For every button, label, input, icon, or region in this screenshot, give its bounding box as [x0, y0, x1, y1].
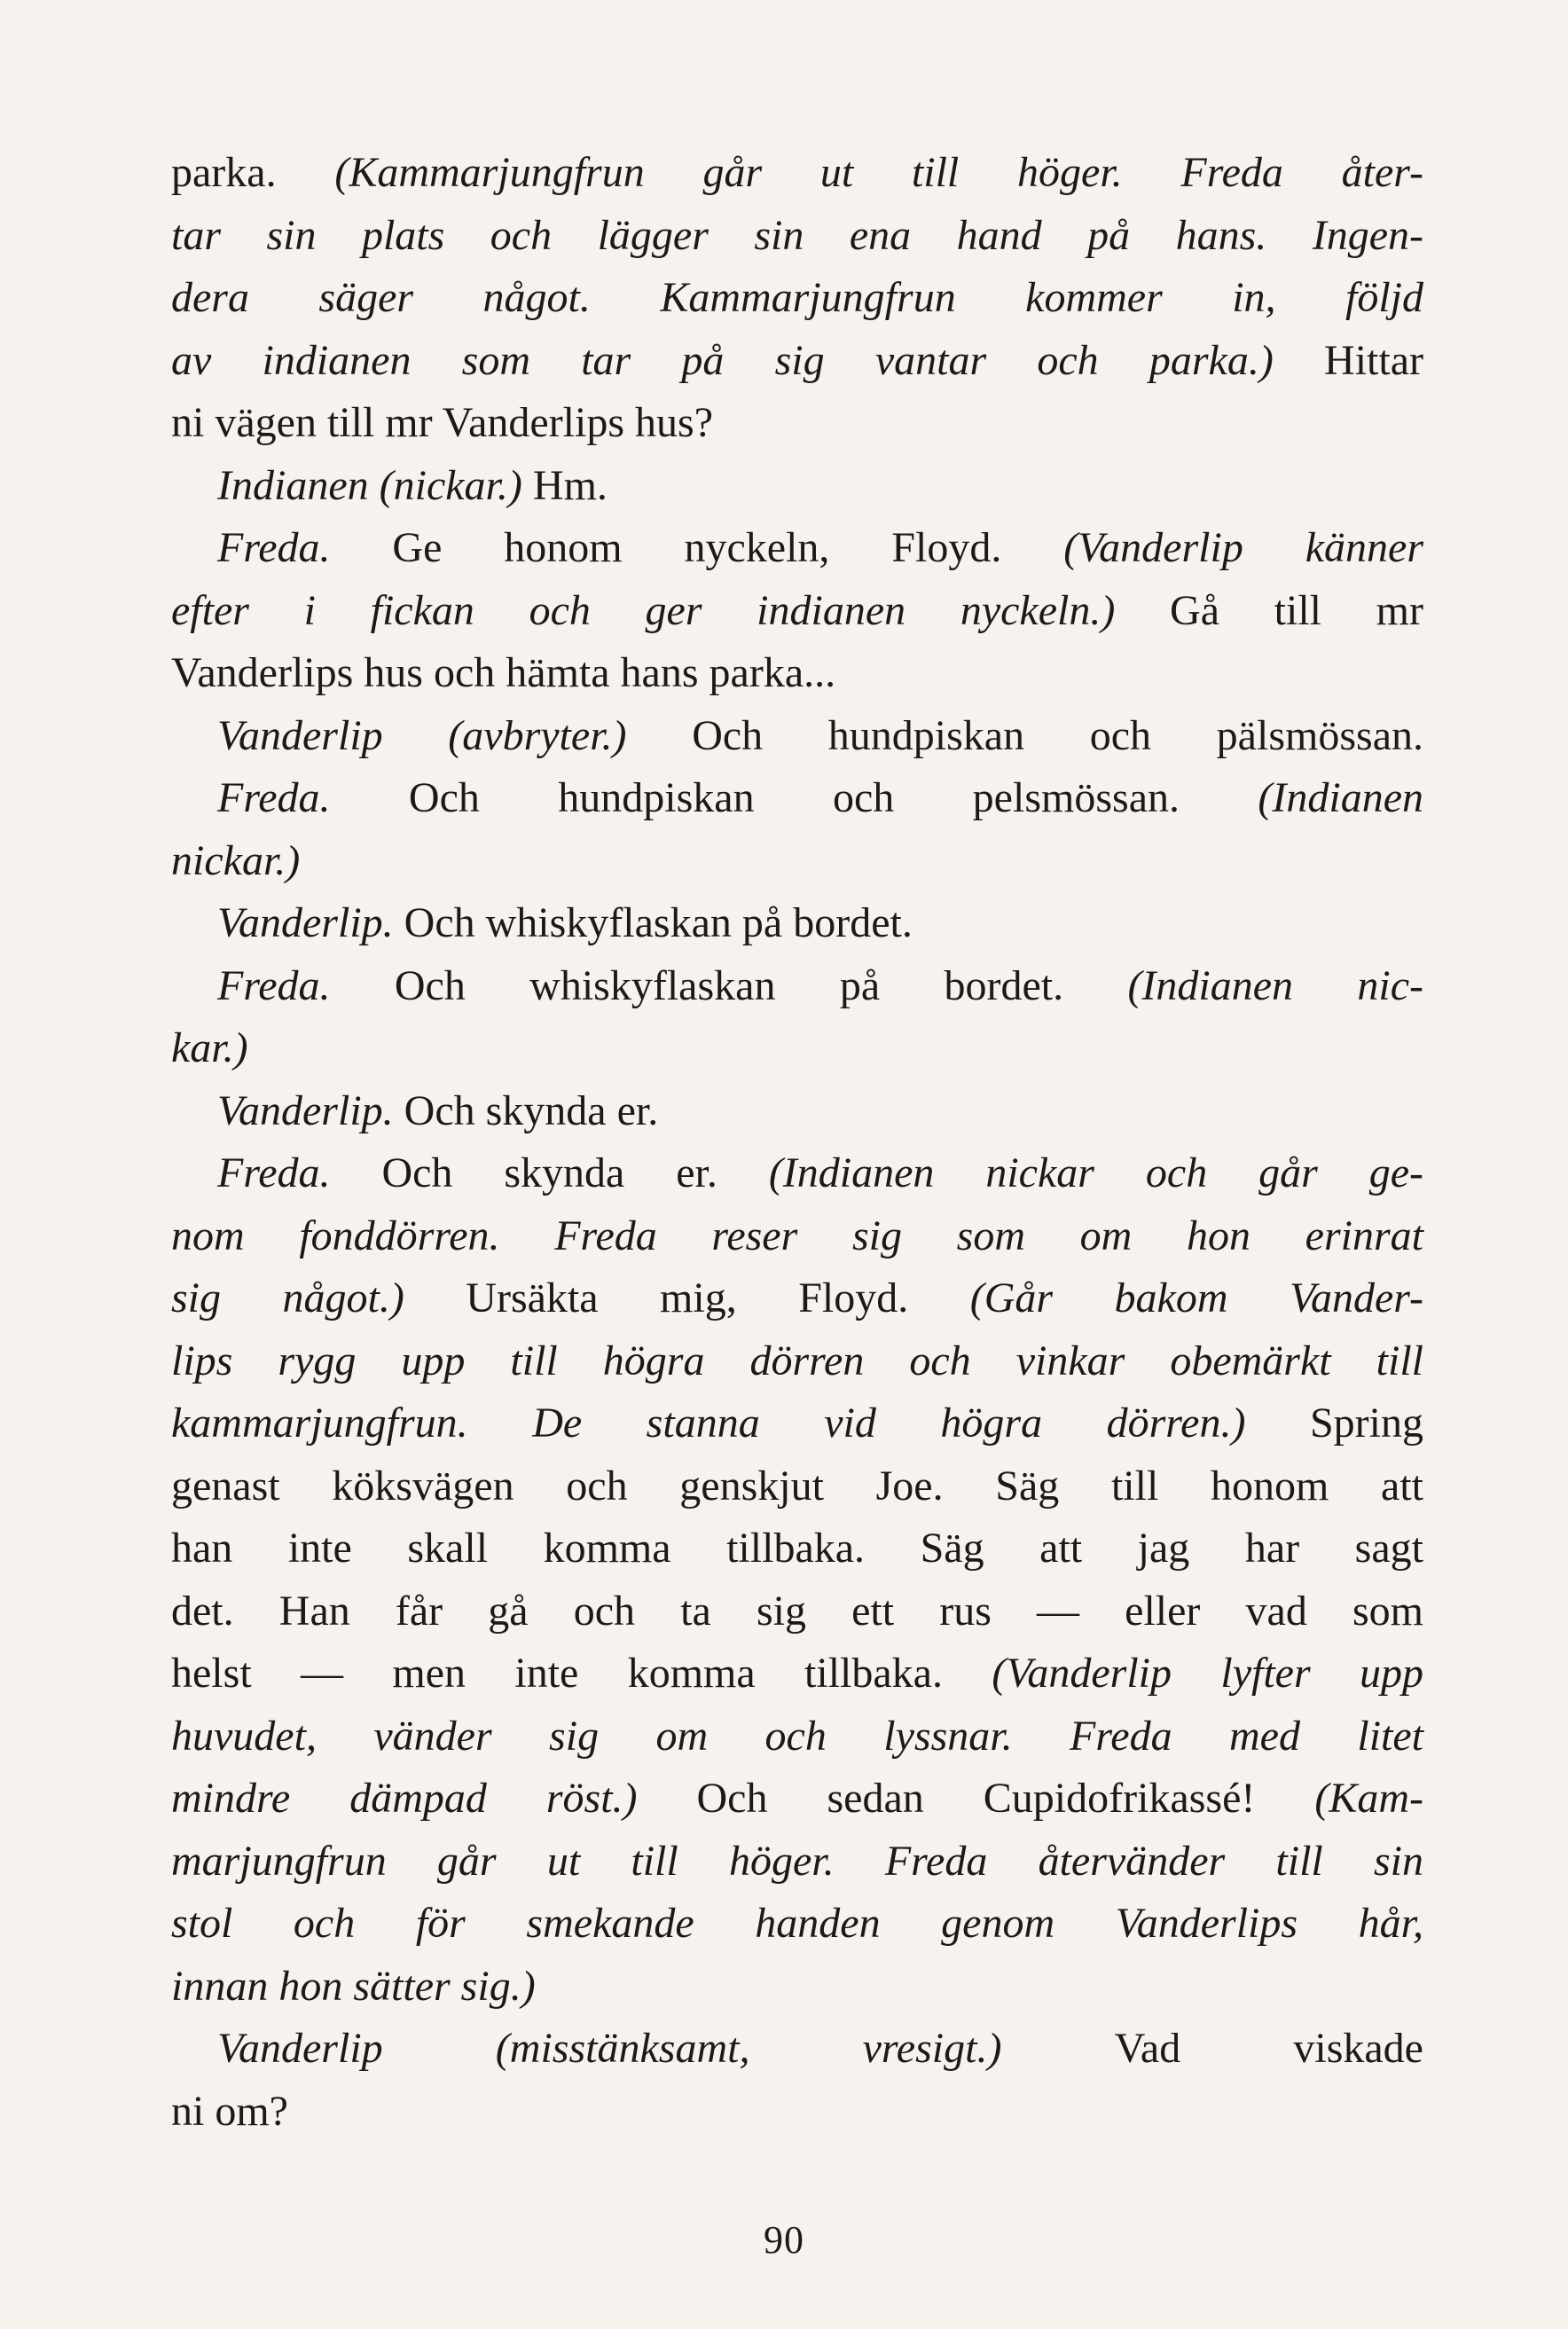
text-line [171, 267, 1423, 330]
text-line [171, 955, 1423, 1018]
stage-direction-text: huvudet, vänder sig om och lyssnar. Freda med litet [171, 1712, 1423, 1760]
text-line [171, 205, 1423, 268]
text-line [171, 2081, 1423, 2144]
stage-direction-text: (Indianen nickar och går ge- [768, 1149, 1423, 1196]
stage-direction-text: sig något.) [171, 1274, 466, 1321]
page-number: 90 [764, 2218, 804, 2262]
stage-direction-text: Vanderlip. [217, 1086, 404, 1134]
dialogue-text: Och hundpiskan och pelsmössan. [408, 774, 1258, 821]
stage-direction-text: Freda. [217, 961, 395, 1009]
text-line [171, 1017, 1423, 1080]
text-line [171, 1330, 1423, 1393]
stage-direction-text: mindre dämpad röst.) [171, 1775, 697, 1822]
text-line [171, 1768, 1423, 1831]
stage-direction-text: Vanderlip. [217, 899, 404, 946]
text-line [171, 1831, 1423, 1894]
stage-direction-text: stol och för smekande handen genom Vanderlips hår, [171, 1900, 1423, 1947]
text-line [171, 830, 1423, 893]
stage-direction-text: marjungfrun går ut till höger. Freda återvänder till sin [171, 1837, 1423, 1885]
text-line [171, 1392, 1423, 1455]
stage-direction-text: (Kam- [1314, 1775, 1423, 1822]
stage-direction-text: nickar.) [171, 836, 301, 884]
stage-direction-text: (Går bakom Vander- [969, 1274, 1423, 1321]
dialogue-text: helst — men inte komma tillbaka. [171, 1650, 992, 1697]
dialogue-text: han inte skall komma tillbaka. Säg att jag har sagt [171, 1525, 1423, 1572]
text-line [171, 517, 1423, 580]
dialogue-text: Hm. [532, 461, 608, 509]
stage-direction-text: av indianen som tar på sig vantar och parka.) [171, 336, 1325, 384]
stage-direction-text: tar sin plats och lägger sin ena hand på hans. Ingen- [171, 211, 1423, 259]
stage-direction-text: (Kammarjungfrun går ut till höger. Freda åter- [334, 149, 1424, 196]
dialogue-text: parka. [171, 149, 335, 196]
text-line [171, 1142, 1423, 1205]
stage-direction-text: (Indianen nic- [1127, 961, 1424, 1009]
text-line [171, 1080, 1423, 1143]
text-line [171, 1706, 1423, 1768]
text-line [171, 455, 1423, 518]
text-line [171, 1455, 1423, 1518]
text-line [171, 1893, 1423, 1956]
text-line [171, 642, 1423, 705]
stage-direction-text: Freda. [217, 1149, 382, 1196]
dialogue-text: Vad viskade [1114, 2025, 1423, 2072]
text-line [171, 1643, 1423, 1706]
text-line [171, 1205, 1423, 1268]
dialogue-text: genast köksvägen och genskjut Joe. Säg till honom att [171, 1462, 1423, 1510]
page-body-text [171, 142, 1423, 2143]
text-line [171, 1580, 1423, 1643]
stage-direction-text: nom fonddörren. Freda reser sig som om hon erinrat [171, 1212, 1423, 1259]
dialogue-text: ni om? [171, 2087, 288, 2135]
dialogue-text: Ge honom nyckeln, Floyd. [392, 524, 1064, 571]
dialogue-text: Gå till mr [1170, 586, 1423, 634]
dialogue-text: Vanderlips hus och hämta hans parka... [171, 649, 836, 696]
dialogue-text: Och whiskyflaskan på bordet. [394, 961, 1128, 1009]
stage-direction-text: Freda. [217, 774, 409, 821]
stage-direction-text: kar.) [171, 1024, 248, 1071]
text-line [171, 1517, 1423, 1580]
dialogue-text: Ursäkta mig, Floyd. [466, 1274, 970, 1321]
stage-direction-text: innan hon sätter sig.) [171, 1962, 536, 2010]
dialogue-text: Och skynda er. [381, 1149, 769, 1196]
stage-direction-text: kammarjungfrun. De stanna vid högra dörren.) [171, 1400, 1310, 1447]
stage-direction-text: (Indianen [1258, 774, 1423, 821]
dialogue-text: Spring [1309, 1400, 1423, 1447]
dialogue-text: Och skynda er. [404, 1086, 659, 1134]
stage-direction-text: Freda. [217, 524, 393, 571]
stage-direction-text: lips rygg upp till högra dörren och vinkar obemärkt till [171, 1337, 1423, 1384]
text-line [171, 1956, 1423, 2019]
dialogue-text: Och hundpiskan och pälsmössan. [692, 711, 1423, 759]
text-line [171, 580, 1423, 643]
dialogue-text: Och sedan Cupidofrikassé! [696, 1775, 1315, 1822]
stage-direction-text: Indianen (nickar.) [217, 461, 533, 509]
text-line [171, 892, 1423, 955]
stage-direction-text: Vanderlip (misstänksamt, vresigt.) [217, 2025, 1115, 2072]
stage-direction-text: dera säger något. Kammarjungfrun kommer in, följd [171, 274, 1423, 321]
text-line [171, 1267, 1423, 1330]
stage-direction-text: (Vanderlip känner [1063, 524, 1423, 571]
text-line [171, 2018, 1423, 2081]
text-line [171, 767, 1423, 830]
stage-direction-text: efter i fickan och ger indianen nyckeln.) [171, 586, 1171, 634]
dialogue-text: det. Han får gå och ta sig ett rus — eller vad som [171, 1587, 1423, 1635]
text-line [171, 392, 1423, 455]
text-line [171, 705, 1423, 768]
dialogue-text: Hittar [1324, 336, 1423, 384]
text-line [171, 142, 1423, 205]
stage-direction-text: Vanderlip (avbryter.) [217, 711, 693, 759]
dialogue-text: ni vägen till mr Vanderlips hus? [171, 399, 714, 446]
text-line [171, 330, 1423, 393]
dialogue-text: Och whiskyflaskan på bordet. [404, 899, 913, 946]
stage-direction-text: (Vanderlip lyfter upp [992, 1650, 1424, 1697]
